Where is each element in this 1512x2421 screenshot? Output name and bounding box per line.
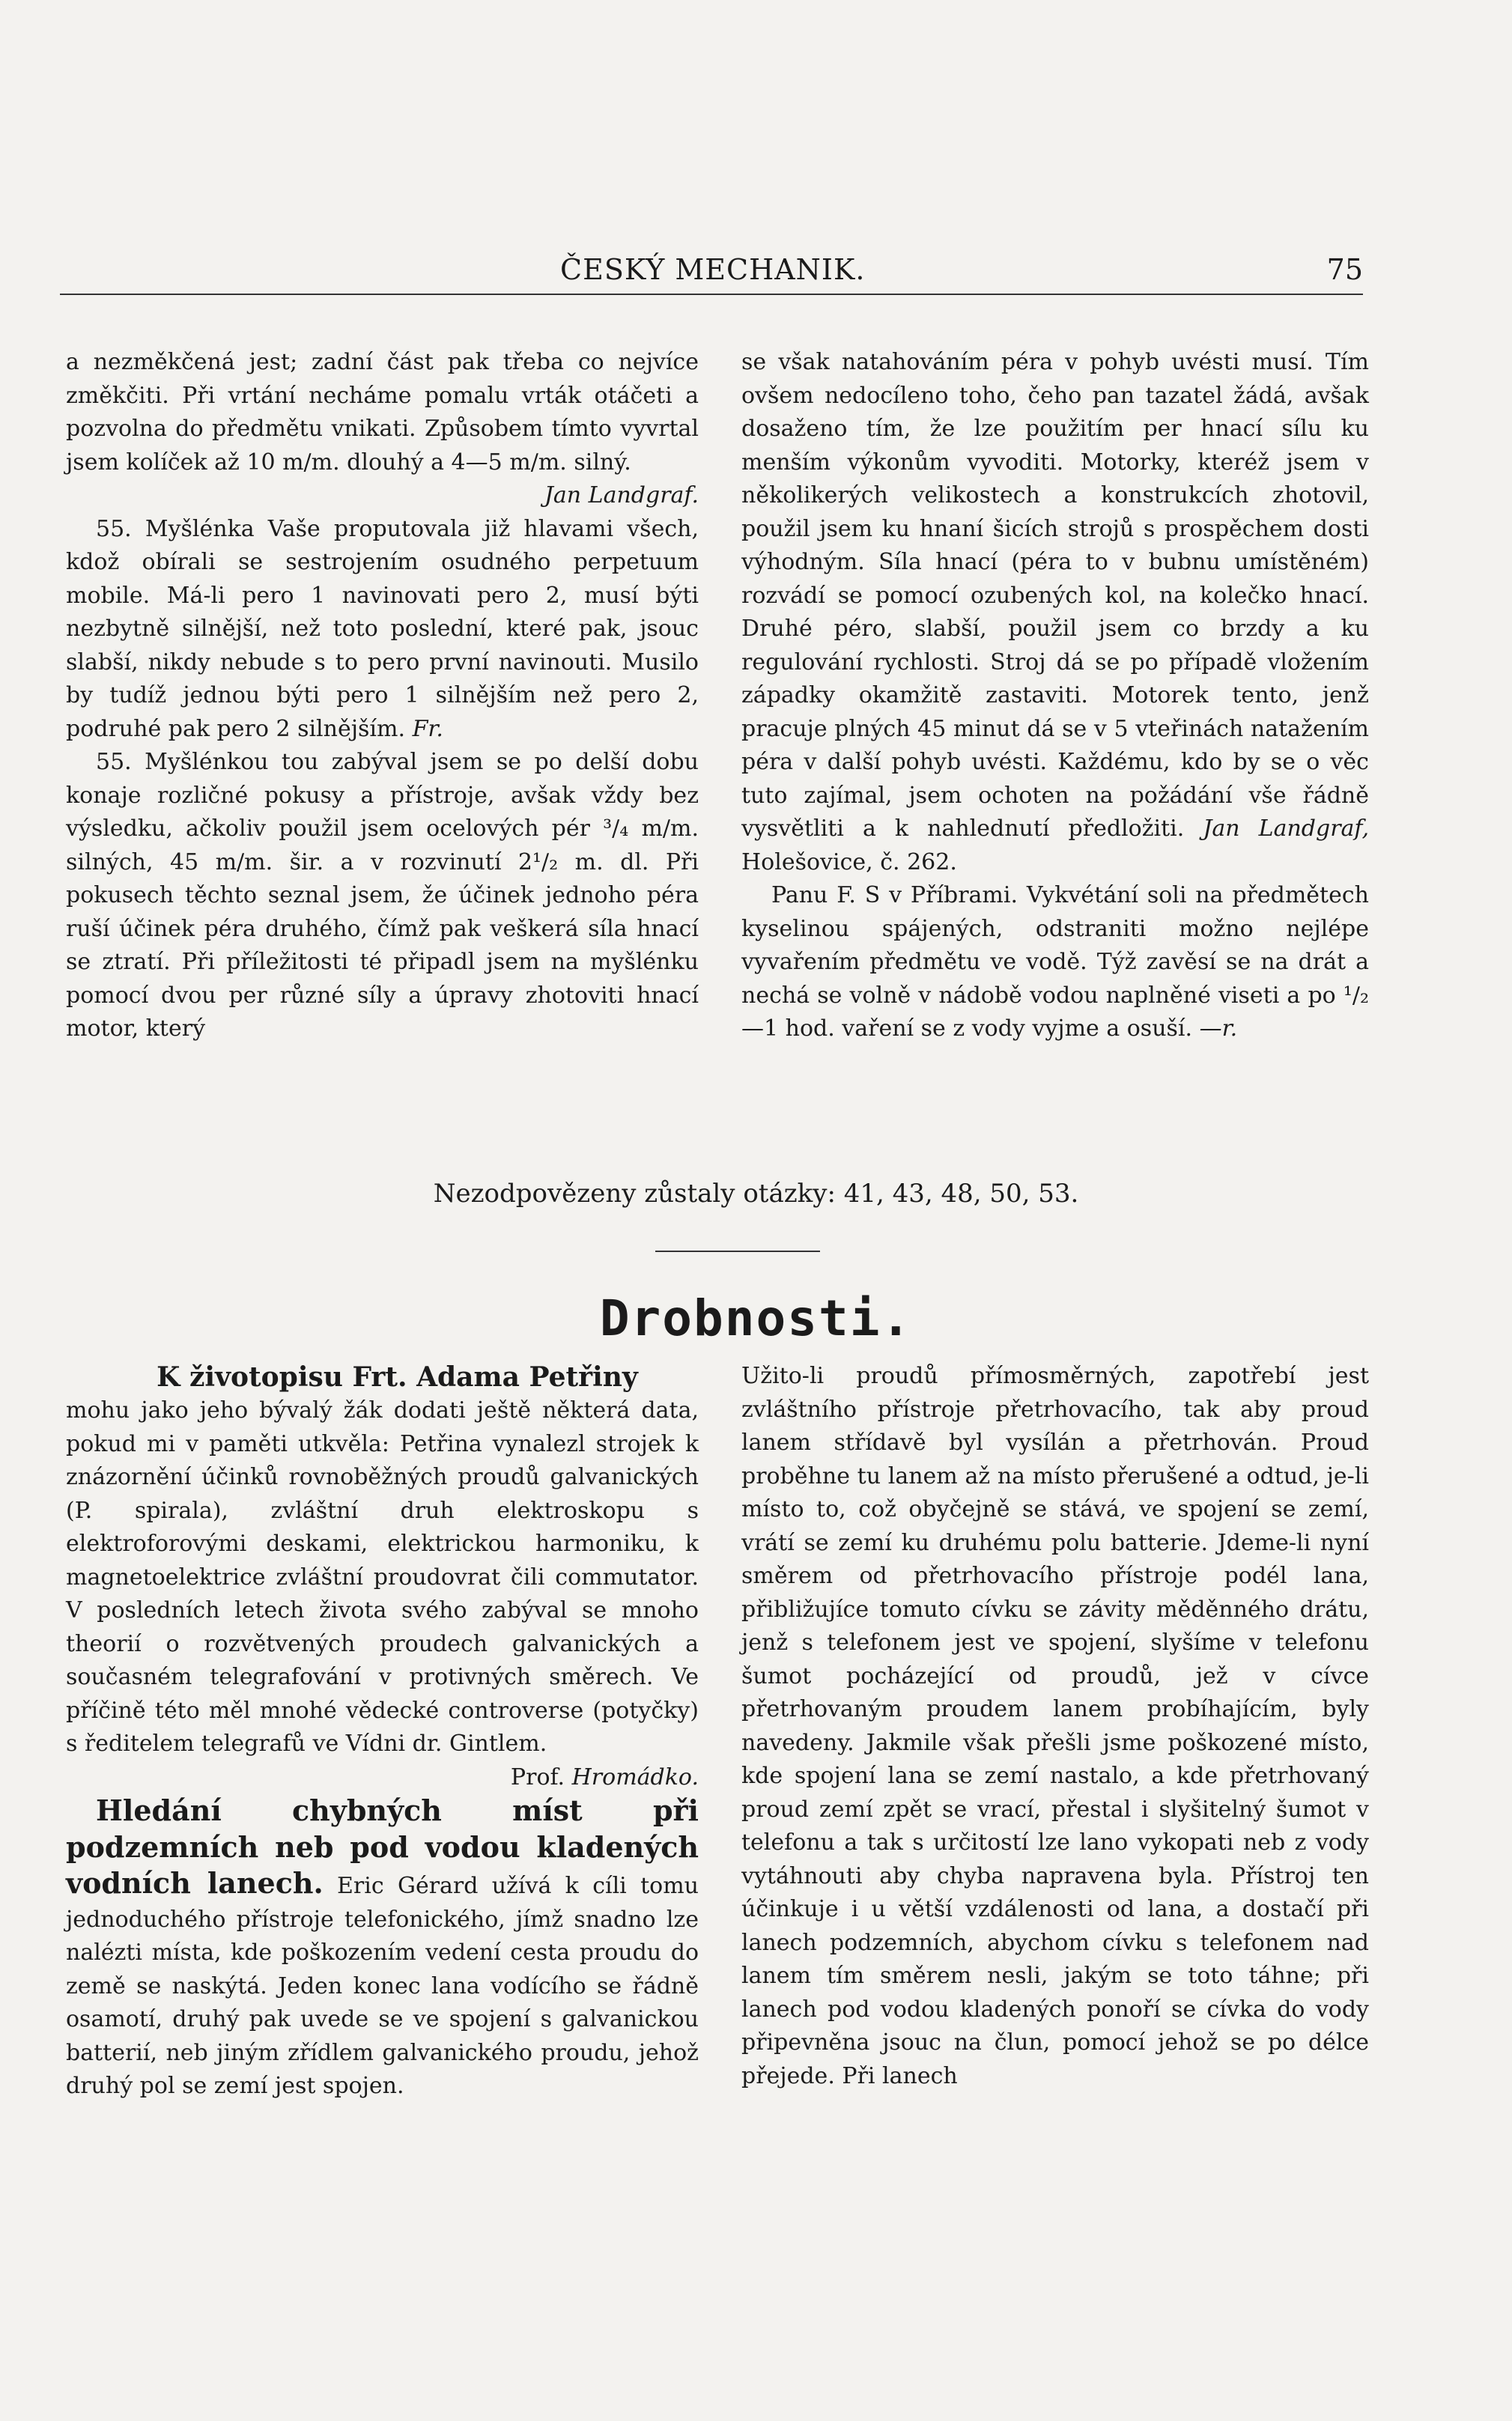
header-rule [60, 294, 1363, 295]
running-title: ČESKÝ MECHANIK. [560, 253, 866, 286]
paragraph [741, 879, 1369, 1046]
unanswered-questions-note: Nezodpovězeny zůstaly otázky: 41, 43, 48, 50, 53. [433, 1179, 1079, 1209]
paragraph-text: Eric Gérard užívá k cíli tomu jednoduchého přístroje telefonického, jímž snadno lze nalézti místa, kde poškozením vedení cesta proudu do země se naskýtá. Jeden konec lana vodícího se řádně osamotí, druhý pak uvede se ve spojení s galvanickou batterií, neb jiným zřídlem galvanického proudu, jehož druhý pol se zemí jest spojen. [66, 1873, 699, 2099]
addressee: Panu F. S v Příbrami. [771, 882, 1018, 908]
section-title: Drobnosti. [599, 1290, 913, 1347]
paragraph [66, 1794, 699, 2103]
article-title: Hledání chybných míst při podzemních neb pod vodou kladených vodních lanech. [66, 1793, 699, 1900]
section-divider [655, 1251, 820, 1252]
top-left-column [66, 346, 699, 1046]
bottom-left-column [66, 1360, 699, 2103]
paragraph [66, 1394, 699, 1761]
top-right-column [741, 346, 1369, 1046]
paragraph-text: Vykvétání soli na předmětech kyselinou spájených, odstraniti možno nejlépe vyvařením předmětu ve vodě. Týž zavěsí se na drát a nechá se volně v nádobě vodou naplněné viseti a po ¹/₂—1 hod. vaření se z vody vyjme a osuší. [741, 882, 1369, 1042]
signature: Fr. [412, 715, 443, 742]
signature-prefix: Prof. [510, 1764, 565, 1790]
bottom-right-column [741, 1360, 1369, 2093]
paragraph [741, 1360, 1369, 2093]
signature: Hromádko. [571, 1764, 699, 1790]
paragraph-text: 55. Myšlénkou tou zabýval jsem se po delší dobu konaje rozličné pokusy a přístroje, avšak vždy bez výsledku, ačkoliv použil jsem ocelových pér ³/₄ m/m. silných, 45 m/m. šir. a v rozvinutí 2¹/₂ m. dl. Při pokusech těchto seznal jsem, že účinek jednoho péra ruší účinek péra druhého, čímž pak veškerá síla hnací se ztratí. Při příležitosti té připadl jsem na myšlénku pomocí dvou per různé síly a úpravy zhotoviti hnací motor, který [66, 749, 699, 1042]
paragraph [66, 746, 699, 1046]
signature-line [66, 1761, 699, 1795]
paragraph [66, 346, 699, 479]
signature-location: Holešovice, č. 262. [741, 848, 957, 875]
paragraph-text: mohu jako jeho bývalý žák dodati ještě některá data, pokud mi v paměti utkvěla: Petřina vynalezl strojek k znázornění účinků rovnoběžných proudů galvanických (P. spirala), zvláštní druh elektroskopu s elektroforovými deskami, elektrickou harmoniku, k magnetoelektrice zvláštní proudovrat čili commutator. V posledních letech života svého zabýval se mnoho theorií o rozvětvených proudech galvanických a současném telegrafování v protivných směrech. Ve příčině této měl mnohé vědecké controverse (potyčky) s ředitelem telegrafů ve Vídni dr. Gintlem. [66, 1397, 699, 1757]
page-number: 75 [1326, 253, 1363, 286]
paragraph-text: se však natahováním péra v pohyb uvésti musí. Tím ovšem nedocíleno toho, čeho pan tazatel žádá, avšak dosaženo tím, že lze použitím per hnací sílu ku menším výkonům vyvoditi. Motorky, kteréž jsem v několikerých velikostech a konstrukcích zhotovil, použil jsem ku hnaní šicích strojů s prospěchem dosti výhodným. Síla hnací (péra to v bubnu umístěném) rozvádí se pomocí ozubených kol, na kolečko hnací. Druhé péro, slabší, použil jsem co brzdy a ku regulování rychlosti. Stroj dá se po případě vložením západky okamžitě zastaviti. Motorek tento, jenž pracuje plných 45 minut dá se v 5 vteřinách natažením péra v další pohyb uvésti. Každému, kdo by se o věc tuto zajímal, jsem ochoten na požádání vše řádně vysvětliti a k nahlednutí předložiti. [741, 349, 1369, 842]
paragraph-text: 55. Myšlénka Vaše proputovala již hlavami všech, kdož obírali se sestrojením osudného perpetuum mobile. Má-li pero 1 navinovati pero 2, musí býti nezbytně silnější, než toto poslední, které pak, jsouc slabší, nikdy nebude s to pero první navinouti. Musilo by tudíž jednou býti pero 1 silnějším než pero 2, podruhé pak pero 2 silnějším. [66, 515, 699, 742]
paragraph [66, 513, 699, 747]
signature: Jan Landgraf. [544, 482, 699, 508]
paragraph [741, 346, 1369, 879]
paragraph-text: a nezměkčená jest; zadní část pak třeba co nejvíce změkčiti. Při vrtání necháme pomalu vrták otáčeti a pozvolna do předmětu vnikati. Způsobem tímto vyvrtal jsem kolíček až 10 m/m. dlouhý a 4—5 m/m. silný. [66, 349, 699, 476]
article-title: K životopisu Frt. Adama Petřiny [157, 1361, 638, 1393]
paragraph-text: Užito-li proudů přímosměrných, zapotřebí jest zvláštního přístroje přetrhovacího, tak aby proud lanem střídavě byl vysílán a přetrhován. Proud proběhne tu lanem až na místo přerušené a odtud, je-li místo to, což obyčejně se stává, ve spojení se zemí, vrátí se zemí ku druhému polu batterie. Jdeme-li nyní směrem od přetrhovacího přístroje podél lana, přibližujíce tomuto cívku se závity měděnného drátu, jenž s telefonem jest ve spojení, slyšíme v telefonu šumot pocházející od proudů, jež v cívce přetrhovaným proudem lanem probíhajícím, byly navedeny. Jakmile však přešli jsme poškozené místo, kde spojení lana se zemí nastalo, a kde přetrhovaný proud zemí zpět se vrací, přestal i slyšitelný šumot v telefonu a tak s určitostí lze lano vykopati neb z vody vytáhnouti aby chyba napravena byla. Přístroj ten účinkuje i u větší vzdálenosti od lana, a dostačí při lanech podzemních, abychom cívku s telefonem nad lanem tím směrem nesli, jakým se toto táhne; při lanech pod vodou kladených ponoří se cívka do vody připevněna jsouc na člun, pomocí jehož se po délce přejede. Při lanech [741, 1363, 1369, 2089]
signature: —r. [1199, 1015, 1238, 1042]
signature: Jan Landgraf, [1203, 815, 1369, 842]
